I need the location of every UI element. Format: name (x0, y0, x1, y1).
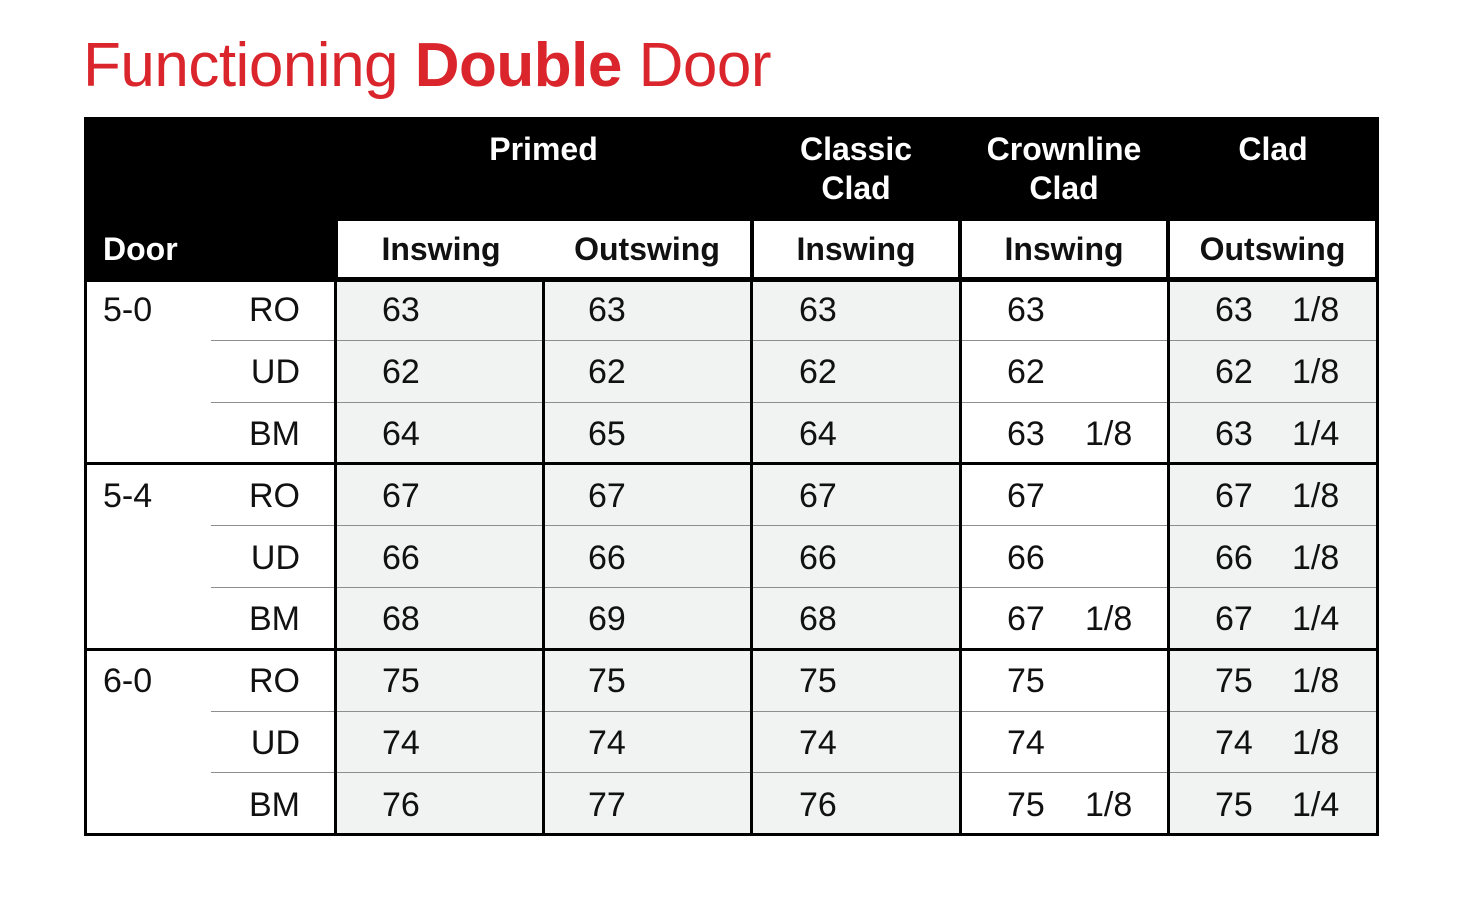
table-cell-value: 62 (588, 353, 626, 391)
header-classic-clad-line1: Classic (799, 131, 913, 167)
group-divider (84, 648, 1379, 651)
table-cell-value: 75 (588, 662, 626, 700)
table-cell-fraction: 1/8 (1292, 353, 1340, 391)
table-cell-value: 63 (588, 291, 626, 329)
column-divider (334, 221, 337, 836)
table-cell-value: 74 (382, 724, 420, 762)
table-cell-value: 63 (1215, 291, 1253, 329)
table-cell-value: 64 (799, 415, 837, 453)
table-cell-fraction: 1/8 (1085, 786, 1133, 824)
measurement-type: BM (249, 786, 300, 824)
table-cell-value: 75 (1215, 662, 1253, 700)
table-cell-value: 67 (1215, 477, 1253, 515)
header-classic-clad-line2: Clad (821, 170, 891, 206)
table-cell-value: 75 (1007, 662, 1045, 700)
table-cell-value: 67 (799, 477, 837, 515)
table-cell-value: 62 (1007, 353, 1045, 391)
table-cell-value: 62 (799, 353, 837, 391)
header-crownline-clad-line2: Clad (1029, 170, 1099, 206)
table-cell-value: 67 (382, 477, 420, 515)
page-title (83, 28, 771, 104)
measurement-type: BM (249, 415, 300, 453)
table-cell-value: 66 (382, 539, 420, 577)
table-cell-value: 63 (382, 291, 420, 329)
measurement-type: BM (249, 600, 300, 638)
header-crownline-clad (961, 130, 1167, 208)
column-divider (1167, 221, 1170, 836)
table-cell-value: 63 (1007, 291, 1045, 329)
table-cell-fraction: 1/8 (1292, 724, 1340, 762)
measurement-type: UD (250, 539, 300, 577)
measurement-type: RO (249, 477, 300, 515)
row-divider (211, 525, 1376, 526)
table-cell-fraction: 1/4 (1292, 415, 1340, 453)
table-cell-value: 75 (1215, 786, 1253, 824)
header-clad-line1: Clad (1238, 131, 1308, 167)
table-cell-value: 63 (799, 291, 837, 329)
group-divider (84, 462, 1379, 465)
measurement-type: UD (250, 353, 300, 391)
measurement-type: RO (249, 662, 300, 700)
table-cell-value: 74 (799, 724, 837, 762)
table-cell-fraction: 1/4 (1292, 786, 1340, 824)
table-cell-value: 76 (799, 786, 837, 824)
measurement-type: RO (249, 291, 300, 329)
table-cell-value: 62 (1215, 353, 1253, 391)
table-cell-value: 68 (382, 600, 420, 638)
title-part2: Door (621, 31, 771, 100)
table-cell-value: 67 (1007, 600, 1045, 638)
table-cell-value: 67 (1215, 600, 1253, 638)
table-cell-fraction: 1/8 (1292, 662, 1340, 700)
table-cell-fraction: 1/8 (1292, 291, 1340, 329)
column-divider (750, 221, 753, 836)
table-cell-fraction: 1/4 (1292, 600, 1340, 638)
table-cell-fraction: 1/8 (1085, 415, 1133, 453)
header-door: Door (103, 231, 178, 267)
table-cell-value: 62 (382, 353, 420, 391)
table-cell-value: 63 (1007, 415, 1045, 453)
header-clad (1169, 130, 1377, 169)
shade-primed-inswing (337, 282, 544, 833)
table-cell-value: 66 (1215, 539, 1253, 577)
row-divider (211, 587, 1376, 588)
subheader-clad-outswing: Outswing (1170, 221, 1375, 277)
table-cell-value: 66 (799, 539, 837, 577)
table-cell-value: 66 (1007, 539, 1045, 577)
subheader-primed-inswing: Inswing (338, 221, 544, 277)
table-cell-value: 74 (1215, 724, 1253, 762)
table-cell-value: 75 (382, 662, 420, 700)
table-cell-value: 68 (799, 600, 837, 638)
table-cell-value: 75 (799, 662, 837, 700)
table-cell-fraction: 1/8 (1292, 539, 1340, 577)
header-primed (336, 130, 751, 169)
row-divider (211, 772, 1376, 773)
title-part1: Functioning (83, 31, 415, 100)
door-size-label: 5-4 (103, 477, 153, 515)
measurement-type: UD (250, 724, 300, 762)
header-crownline-clad-line1: Crownline (986, 131, 1142, 167)
row-divider (211, 711, 1376, 712)
header-classic-clad (753, 130, 959, 208)
subheader-classic-inswing: Inswing (754, 221, 958, 277)
table-cell-value: 75 (1007, 786, 1045, 824)
table-cell-value: 67 (588, 477, 626, 515)
table-cell-fraction: 1/8 (1085, 600, 1133, 638)
table-cell-value: 65 (588, 415, 626, 453)
title-bold: Double (414, 31, 622, 100)
table-cell-value: 76 (382, 786, 420, 824)
table-cell-value: 64 (382, 415, 420, 453)
table-cell-value: 67 (1007, 477, 1045, 515)
row-divider (211, 402, 1376, 403)
door-size-table (84, 117, 1379, 836)
column-divider (542, 279, 545, 836)
subheader-primed-outswing: Outswing (544, 221, 750, 277)
table-cell-value: 74 (588, 724, 626, 762)
shade-primed-outswing (544, 282, 751, 833)
table-cell-value: 63 (1215, 415, 1253, 453)
table-cell-value: 74 (1007, 724, 1045, 762)
row-divider (211, 340, 1376, 341)
column-divider (959, 221, 962, 836)
table-cell-value: 66 (588, 539, 626, 577)
shade-clad-outswing (1170, 282, 1376, 833)
door-size-label: 5-0 (103, 291, 153, 329)
header-primed-line1: Primed (489, 131, 598, 167)
table-cell-value: 77 (588, 786, 626, 824)
door-size-label: 6-0 (103, 662, 153, 700)
table-cell-value: 69 (588, 600, 626, 638)
shade-classic-inswing (753, 282, 959, 833)
subheader-crownline-inswing: Inswing (962, 221, 1166, 277)
table-cell-fraction: 1/8 (1292, 477, 1340, 515)
